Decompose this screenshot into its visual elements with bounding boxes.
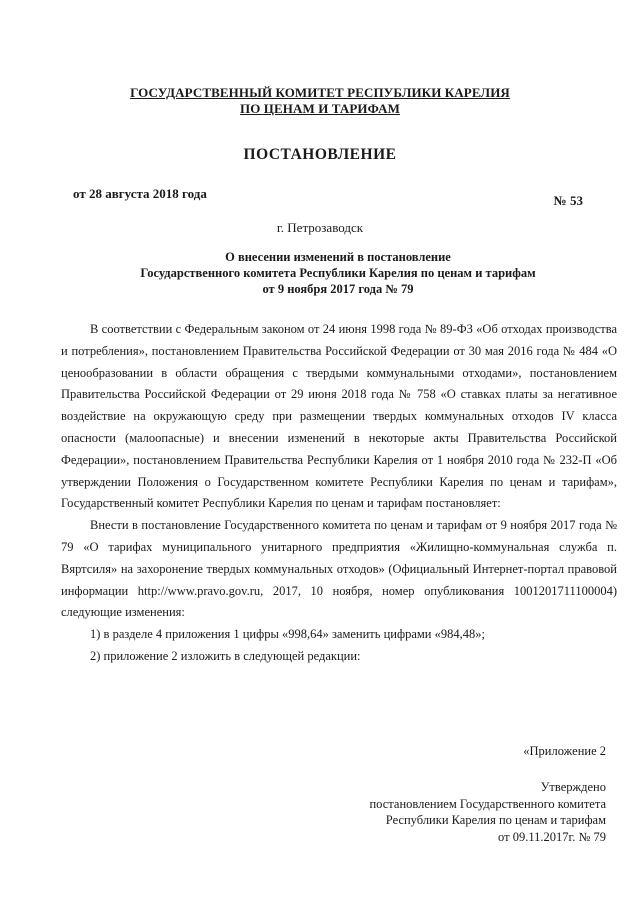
document-type-title: ПОСТАНОВЛЕНИЕ (243, 146, 397, 163)
approval-line-2: постановлением Государственного комитета (369, 796, 606, 811)
body-paragraph-preamble: В соответствии с Федеральным законом от 24 июня 1998 года № 89-ФЗ «Об отходах производства и потребления», постановлением Правительства Российской Федерации от 30 мая 2016 года № 484 «О ценообразовании в области обращения с твердыми коммунальными отходами», постановлением Правительства Российской Федерации от 29 июня 2018 года № 758 «О ставках платы за негативное воздействие на окружающую среду при размещении твердых коммунальных отходов IV класса опасности (малоопасные) и внесении изменений в некоторые акты Правительства Российской Федерации», постановлением Правительства Республики Карелия от 1 ноября 2010 года № 232-П «Об утверждении Положения о Государственном комитете Республики Карелия по ценам и тарифам», Государственный комитет Республики Карелия по ценам и тарифам постановляет: (61, 322, 617, 511)
approval-line-1: Утверждено (540, 780, 606, 794)
document-city: г. Петрозаводск (276, 220, 364, 235)
subject-line-3: от 9 ноября 2017 года № 79 (262, 282, 414, 296)
organization-header (0, 85, 640, 117)
document-subject (60, 249, 616, 297)
organization-name-line-1: ГОСУДАРСТВЕННЫЙ КОМИТЕТ РЕСПУБЛИКИ КАРЕЛИЯ (130, 85, 510, 100)
appendix-label: «Приложение 2 (523, 744, 606, 758)
approval-line-4: от 09.11.2017г. № 79 (498, 829, 606, 844)
document-number: № 53 (553, 193, 583, 208)
body-paragraph-amendment: Внести в постановление Государственного комитета по ценам и тарифам от 9 ноября 2017 года № 79 «О тарифах муниципального унитарного предприятия «Жилищно-коммунальная служба п. Вяртсиля» на захоронение твердых коммунальных отходов» (Официальный Интернет-портал правовой информации http://www.pravo.gov.ru, 2017, 10 ноября, номер опубликования 1001201711100004) следующие изменения: (61, 518, 617, 620)
approval-block (369, 779, 606, 845)
document-date: от 28 августа 2018 года (73, 186, 207, 201)
amendment-item-1: 1) в разделе 4 приложения 1 цифры «998,64» заменить цифрами «984,48»; (90, 627, 485, 642)
approval-line-3: Республики Карелия по ценам и тарифам (385, 813, 606, 827)
organization-name-line-2: ПО ЦЕНАМ И ТАРИФАМ (240, 101, 400, 116)
subject-line-2: Государственного комитета Республики Карелия по ценам и тарифам (140, 266, 536, 280)
subject-line-1: О внесении изменений в постановление (225, 250, 451, 264)
document-body (61, 319, 617, 668)
amendment-item-2: 2) приложение 2 изложить в следующей редакции: (90, 648, 361, 663)
